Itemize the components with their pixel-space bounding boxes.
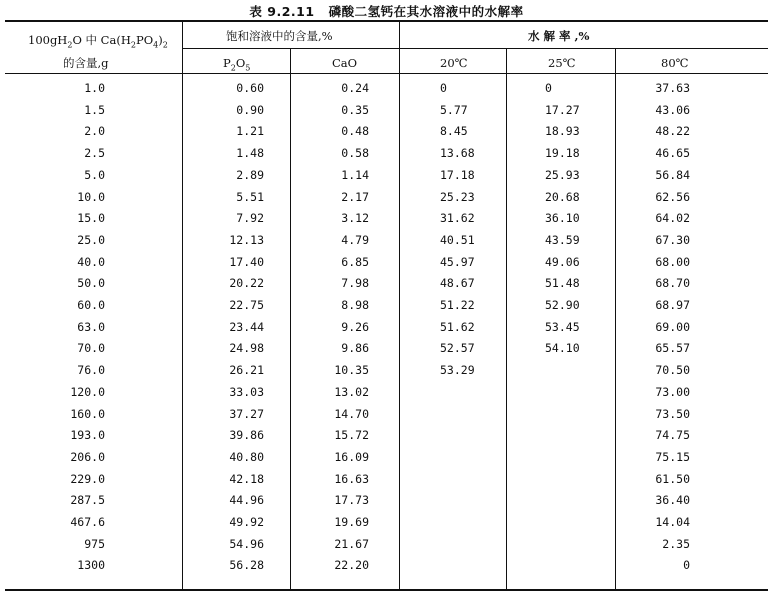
cell-hydrolysis-20c: 5.77 (440, 102, 468, 117)
cell-hydrolysis-20c: 17.18 (440, 167, 475, 182)
cell-cao: 15.72 (334, 428, 369, 443)
cell-hydrolysis-80c: 74.75 (655, 428, 690, 443)
cell-p2o5: 39.86 (229, 428, 264, 443)
cell-hydrolysis-80c: 70.50 (655, 363, 690, 378)
cell-content: 467.6 (70, 515, 105, 529)
cell-cao: 21.67 (334, 536, 369, 551)
cell-hydrolysis-80c: 67.30 (655, 232, 690, 247)
cell-content: 63.0 (77, 319, 105, 334)
cell-content: 975 (84, 536, 105, 551)
cell-cao: 16.63 (334, 471, 369, 486)
cell-hydrolysis-80c: 37.63 (655, 81, 690, 95)
cell-content: 206.0 (70, 449, 105, 464)
cell-content: 120.0 (70, 384, 105, 399)
bottom-rule (5, 589, 768, 591)
header-saturated-group: 饱和溶液中的含量,% (226, 29, 333, 43)
cell-content: 2.0 (84, 124, 105, 139)
cell-content: 60.0 (77, 298, 105, 312)
header-cao: CaO (332, 56, 358, 70)
header-p2o5: $P_2O_5$ (223, 56, 251, 73)
cell-cao: 3.12 (341, 211, 369, 226)
cell-cao: 8.98 (341, 298, 369, 312)
cell-cao: 22.20 (334, 558, 369, 573)
cell-hydrolysis-25c: 52.90 (545, 298, 580, 312)
table-title: 磷酸二氢钙在其水溶液中的水解率 (328, 4, 524, 19)
cell-content: 40.0 (77, 254, 105, 269)
cell-p2o5: 40.80 (229, 449, 264, 464)
cell-p2o5: 5.51 (236, 189, 264, 204)
cell-hydrolysis-25c: 18.93 (545, 124, 580, 139)
cell-p2o5: 20.22 (229, 276, 264, 291)
cell-hydrolysis-80c: 0 (683, 558, 690, 573)
cell-hydrolysis-25c: 49.06 (545, 254, 580, 269)
cell-hydrolysis-20c: 25.23 (440, 189, 475, 204)
column-divider (182, 20, 183, 590)
cell-hydrolysis-20c: 45.97 (440, 254, 475, 269)
cell-hydrolysis-80c: 65.57 (655, 341, 690, 356)
cell-hydrolysis-20c: 31.62 (440, 211, 475, 226)
cell-p2o5: 22.75 (229, 298, 264, 312)
cell-content: 1300 (77, 558, 105, 573)
column-divider (615, 48, 616, 590)
cell-hydrolysis-25c: 19.18 (545, 146, 580, 161)
cell-content: 50.0 (77, 276, 105, 291)
cell-hydrolysis-20c: 51.22 (440, 298, 475, 312)
cell-hydrolysis-80c: 73.50 (655, 406, 690, 421)
cell-hydrolysis-80c: 62.56 (655, 189, 690, 204)
cell-p2o5: 56.28 (229, 558, 264, 573)
cell-p2o5: 17.40 (229, 254, 264, 269)
cell-hydrolysis-25c: 36.10 (545, 211, 580, 226)
cell-cao: 0.58 (341, 146, 369, 161)
cell-cao: 4.79 (341, 232, 369, 247)
cell-p2o5: 1.48 (236, 146, 264, 161)
cell-content: 160.0 (70, 406, 105, 421)
cell-hydrolysis-25c: 53.45 (545, 319, 580, 334)
cell-cao: 10.35 (334, 363, 369, 378)
header-bottom-rule (5, 73, 768, 74)
cell-cao: 2.17 (341, 189, 369, 204)
cell-hydrolysis-25c: 43.59 (545, 232, 580, 247)
cell-cao: 1.14 (341, 167, 369, 182)
cell-hydrolysis-80c: 68.00 (655, 254, 690, 269)
cell-p2o5: 33.03 (229, 384, 264, 399)
cell-hydrolysis-25c: 20.68 (545, 189, 580, 204)
cell-p2o5: 0.60 (236, 81, 264, 95)
cell-hydrolysis-80c: 68.97 (655, 298, 690, 312)
cell-content: 229.0 (70, 471, 105, 486)
cell-cao: 17.73 (334, 493, 369, 508)
cell-hydrolysis-80c: 48.22 (655, 124, 690, 139)
cell-p2o5: 24.98 (229, 341, 264, 356)
column-divider (506, 48, 507, 590)
cell-hydrolysis-20c: 48.67 (440, 276, 475, 291)
cell-p2o5: 0.90 (236, 102, 264, 117)
cell-p2o5: 12.13 (229, 232, 264, 247)
cell-content: 2.5 (84, 146, 105, 161)
cell-content: 1.0 (84, 81, 105, 95)
table-caption (0, 2, 773, 20)
cell-hydrolysis-80c: 46.65 (655, 146, 690, 161)
cell-hydrolysis-20c: 51.62 (440, 319, 475, 334)
cell-hydrolysis-80c: 61.50 (655, 471, 690, 486)
cell-cao: 0.35 (341, 102, 369, 117)
cell-hydrolysis-20c: 8.45 (440, 124, 468, 139)
cell-cao: 6.85 (341, 254, 369, 269)
cell-hydrolysis-80c: 43.06 (655, 102, 690, 117)
cell-hydrolysis-20c: 52.57 (440, 341, 475, 356)
cell-p2o5: 49.92 (229, 515, 264, 529)
cell-content: 193.0 (70, 428, 105, 443)
cell-p2o5: 23.44 (229, 319, 264, 334)
cell-cao: 9.86 (341, 341, 369, 356)
cell-content: 25.0 (77, 232, 105, 247)
header-hydrolysis-group: 水 解 率 ,% (528, 29, 590, 43)
cell-hydrolysis-80c: 73.00 (655, 384, 690, 399)
cell-cao: 16.09 (334, 449, 369, 464)
cell-hydrolysis-80c: 64.02 (655, 211, 690, 226)
header-25c: 25℃ (548, 56, 576, 70)
column-divider (399, 20, 400, 590)
cell-hydrolysis-20c: 40.51 (440, 232, 475, 247)
cell-hydrolysis-20c: 13.68 (440, 146, 475, 161)
cell-hydrolysis-80c: 75.15 (655, 449, 690, 464)
cell-hydrolysis-80c: 68.70 (655, 276, 690, 291)
cell-hydrolysis-80c: 14.04 (655, 515, 690, 529)
cell-cao: 9.26 (341, 319, 369, 334)
cell-content: 70.0 (77, 341, 105, 356)
cell-hydrolysis-20c: 0 (440, 81, 447, 95)
cell-cao: 0.24 (341, 81, 369, 95)
cell-p2o5: 2.89 (236, 167, 264, 182)
cell-hydrolysis-80c: 69.00 (655, 319, 690, 334)
cell-content: 287.5 (70, 493, 105, 508)
cell-p2o5: 54.96 (229, 536, 264, 551)
cell-hydrolysis-80c: 56.84 (655, 167, 690, 182)
cell-content: 10.0 (77, 189, 105, 204)
cell-p2o5: 37.27 (229, 406, 264, 421)
cell-p2o5: 26.21 (229, 363, 264, 378)
cell-cao: 0.48 (341, 124, 369, 139)
cell-content: 1.5 (84, 102, 105, 117)
cell-hydrolysis-25c: 25.93 (545, 167, 580, 182)
cell-cao: 7.98 (341, 276, 369, 291)
cell-hydrolysis-80c: 36.40 (655, 493, 690, 508)
cell-content: 5.0 (84, 167, 105, 182)
cell-p2o5: 7.92 (236, 211, 264, 226)
group-rule-hydrolysis (399, 48, 768, 49)
cell-p2o5: 1.21 (236, 124, 264, 139)
cell-hydrolysis-25c: 54.10 (545, 341, 580, 356)
column-divider (290, 48, 291, 590)
header-content-line2: 的含量,g (63, 56, 109, 70)
cell-hydrolysis-25c: 0 (545, 81, 552, 95)
cell-cao: 13.02 (334, 384, 369, 399)
table-number: 表 9.2.11 (249, 4, 315, 19)
top-rule (5, 20, 768, 22)
cell-hydrolysis-80c: 2.35 (662, 536, 690, 551)
header-80c: 80℃ (661, 56, 689, 70)
cell-hydrolysis-25c: 17.27 (545, 102, 580, 117)
cell-cao: 19.69 (334, 515, 369, 529)
header-20c: 20℃ (440, 56, 468, 70)
cell-hydrolysis-20c: 53.29 (440, 363, 475, 378)
header-content-line1: $100gH_2O$ 中 $Ca(H_2PO_4)_2$ (28, 33, 168, 50)
cell-content: 76.0 (77, 363, 105, 378)
cell-p2o5: 42.18 (229, 471, 264, 486)
cell-hydrolysis-25c: 51.48 (545, 276, 580, 291)
cell-content: 15.0 (77, 211, 105, 226)
cell-cao: 14.70 (334, 406, 369, 421)
cell-p2o5: 44.96 (229, 493, 264, 508)
